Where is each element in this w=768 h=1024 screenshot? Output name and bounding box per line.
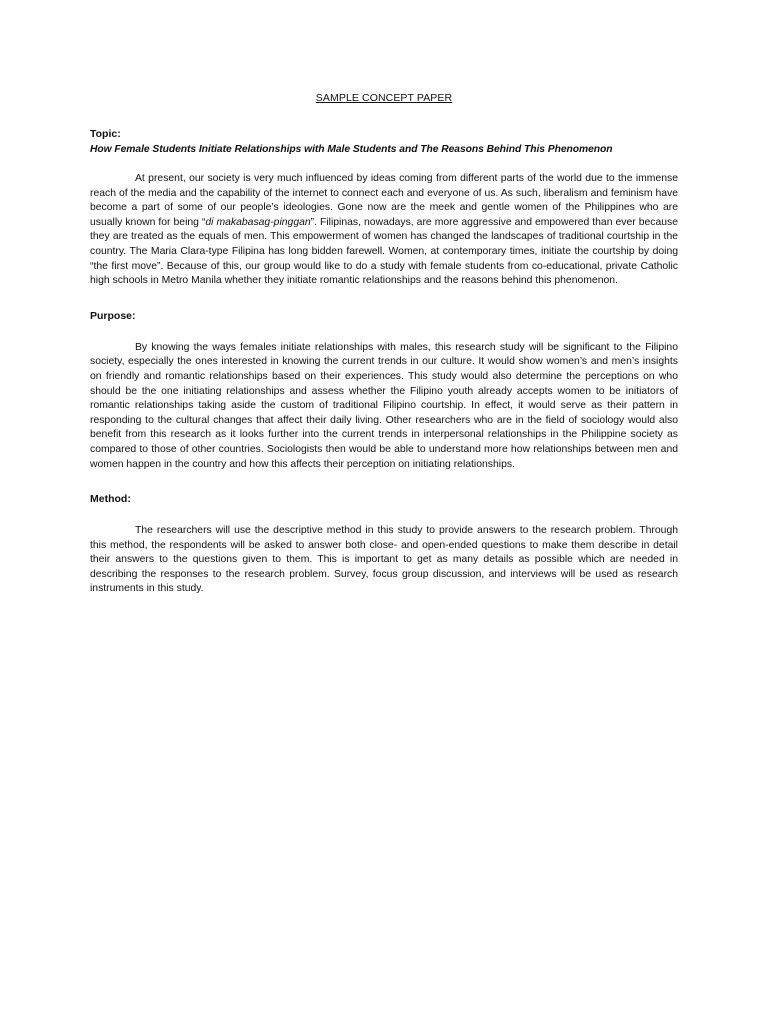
intro-italic-term: di makabasag-pinggan (205, 216, 311, 228)
intro-text-1: At present, our society is very much influenced by ideas coming from different parts of the world due to the immense reach of the media and the capability of the internet to connect each and everyone of us. As such, liberalism and feminism have become a part of some of our people’s ideologies. Gone now are the meek and gentle women of the Philippines who are usually known for being “ (90, 173, 678, 228)
document-page (90, 92, 678, 617)
method-label: Method: (90, 493, 131, 506)
method-paragraph: The researchers will use the descriptive method in this study to provide answers to the research problem. Through this method, the respondents will be asked to answer both close- and open-ended questions to make them describe in detail their answers to the questions given to them. This is important to get as many details as possible which are needed in describing the responses to the research problem. Survey, focus group discussion, and interviews will be used as research instruments in this study. (90, 525, 678, 595)
purpose-label: Purpose: (90, 309, 136, 322)
topic-label: Topic: (90, 128, 121, 140)
purpose-paragraph: By knowing the ways females initiate relationships with males, this research study will be significant to the Filipino society, especially the ones interested in knowing the current trends in our culture. It would show women’s and men’s insights on friendly and romantic relationships based on their experiences. This study would also determine the perceptions on who should be the one initiating relationships and assess whether the Filipino youth already accepts women to be initiators of romantic relationships taking aside the custom of traditional Filipino courtship. In effect, it would serve as their pattern in responding to the cultural changes that affect their daily living. Other researchers who are in the field of sociology would also benefit from this research as it looks further into the current trends in interpersonal relationships in the Philippine society as compared to those of other countries. Sociologists then would be able to understand more how relationships between men and women happen in the country and how this affects their perception on initiating relationships. (90, 341, 678, 470)
intro-paragraph (90, 172, 678, 289)
document-title: SAMPLE CONCEPT PAPER (315, 92, 453, 104)
intro-text-2: ”. Filipinas, nowadays, are more aggressive and empowered than ever because they are treated as the equals of men. This empowerment of women has changed the landscapes of traditional courtship in the country. The Maria Clara-type Filipina has long bidden farewell. Women, at contemporary times, initiate the courtship by doing “the first move”. Because of this, our group would like to do a study with female students from co-educational, private Catholic high schools in Metro Manila whether they initiate romantic relationships and the reasons behind this phenomenon. (90, 216, 678, 287)
topic-text: How Female Students Initiate Relationships with Male Students and The Reasons Behind This Phenomenon (90, 144, 613, 155)
